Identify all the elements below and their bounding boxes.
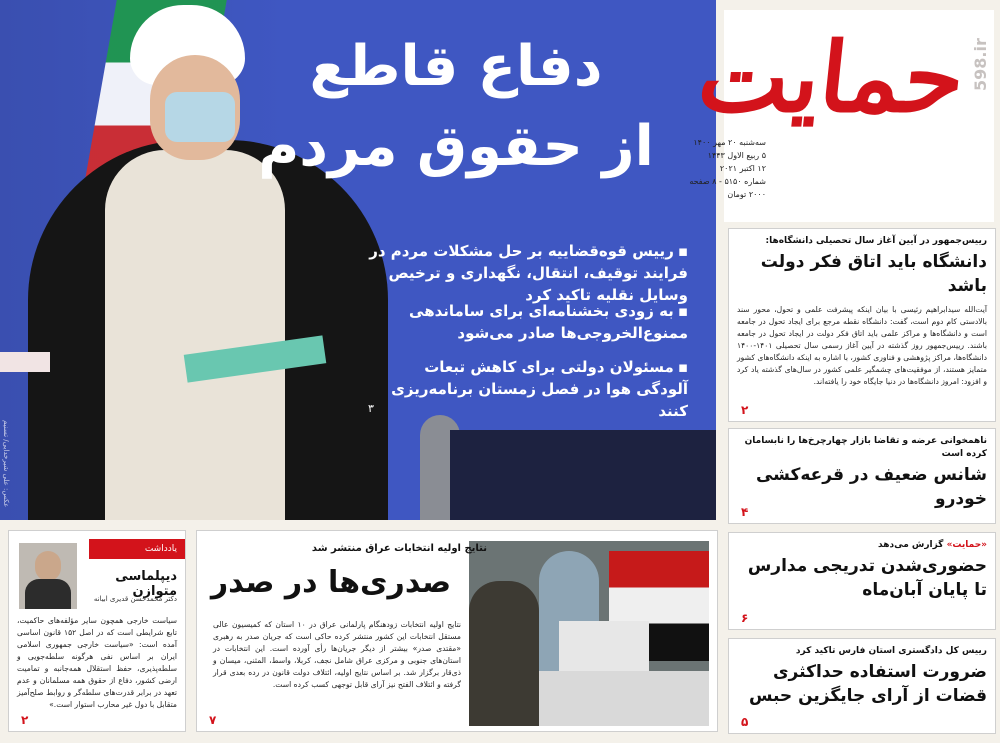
story-page-number: ۲ [741, 403, 749, 417]
side-strip [0, 352, 50, 372]
story-page-number: ۶ [741, 611, 749, 625]
story-title[interactable]: حضوری‌شدن تدریجی مدارس تا پایان آبان‌ماه [747, 556, 987, 600]
iraq-page-number: ۷ [209, 713, 217, 727]
opinion-column[interactable] [8, 530, 186, 732]
hero-page-number: ۳ [368, 402, 374, 415]
column-kicker: یادداشت [89, 539, 185, 559]
column-page-number: ۲ [21, 713, 29, 727]
issue-price: ۲۰۰۰ تومان [727, 190, 766, 199]
iraq-body: نتایج اولیه انتخابات زودهنگام پارلمانی عراق در ۱۰ استان که کمیسیون عالی مستقل انتخابات این کشور منتشر کرده حاکی است که جریان صدر به رهبری «مقتدی صدر» بیشتر از دیگر جریان‌ها رأی آورده است. این انتخابات در استان‌های جنوبی و مرکزی عراق شامل نجف، کربلا، واسط، المثنی، میسان و ذی‌قار برگزار شد. بر اساس نتایج اولیه، ائتلاف دولت قانون در رده بعدی قرار گرفته و ائتلاف الفتح نیز آرای قابل توجهی کسب کرده است. [213, 620, 461, 689]
story-kicker: ناهمخوانی عرضه و تقاضا بازار چهارچرخ‌ها را نابسامان کرده است [744, 436, 987, 459]
issue-number: شماره ۵۱۵۰ - ۸ صفحه [689, 177, 766, 186]
story-box[interactable] [728, 428, 996, 524]
story-box[interactable] [728, 638, 996, 734]
kicker-source: «حمایت» [946, 540, 987, 550]
issue-date: سه‌شنبه ۲۰ مهر ۱۴۰۰ [693, 138, 766, 147]
iraq-story[interactable] [196, 530, 718, 732]
column-body: سیاست خارجی همچون سایر مؤلفه‌های حاکمیت، تابع شرایطی است که در اصل ۱۵۲ قانون اساسی آمده است: «سیاست خارجی جمهوری اسلامی ایران بر اساس نفی هرگونه سلطه‌جویی و سلطه‌پذیری، حفظ استقلال همه‌جانبه و تمامیت ارضی کشور، دفاع از حقوق همه مسلمانان و عدم تعهد در برابر قدرت‌های سلطه‌گر و روابط صلح‌آمیز متقابل با دول غیر محارب استوار است.» [17, 616, 177, 709]
photo-credit: عکس: علی شیرخدایی/ تسنیم [2, 420, 10, 508]
story-box[interactable] [728, 228, 996, 422]
issue-info [616, 136, 766, 201]
newspaper-logo[interactable]: حمایت [693, 21, 970, 134]
issue-hijri-date: ۵ ربیع الاول ۱۴۴۳ [707, 151, 766, 160]
column-author: دکتر محمدحسن قدیری ابیانه [93, 595, 177, 603]
bullet-icon: ▪ [677, 358, 688, 376]
hero-bullet[interactable]: ▪مسئولان دولتی برای کاهش تبعات آلودگی هوا در فصل زمستان برنامه‌ریزی کنند [391, 358, 688, 420]
hero-bullet[interactable]: ▪به زودی بخشنامه‌ای برای ساماندهی ممنوع‌الخروجی‌ها صادر می‌شود [409, 302, 688, 342]
story-kicker: رییس‌جمهور در آیین آغاز سال تحصیلی دانشگاه‌ها: [765, 236, 987, 246]
iraq-kicker: نتایج اولیه انتخابات عراق منتشر شد [311, 543, 487, 554]
website-label: 598.ir [971, 38, 990, 92]
story-kicker: رییس کل دادگستری استان فارس تاکید کرد [795, 646, 987, 656]
story-title[interactable]: شانس ضعیف در قرعه‌کشی خودرو [755, 465, 987, 509]
hero-photo-mask [165, 92, 235, 142]
story-body: آیت‌الله سیدابراهیم رئیسی با بیان اینکه پیشرفت علمی و تحول، محور سند بالادستی کام دوم است، گفت: دانشگاه نقطه مرجع برای ایجاد تحول در جامعه است و دانشگاه‌ها و مراکز علمی باید اتاق فکر دولت در ایجاد تحول در جامعه باشند. رییس‌جمهور روز گذشته در آیین آغاز رسمی سال تحصیلی ۱۴۰۱-۱۴۰۰ دانشگاه‌ها، مراکز پژوهشی و فناوری کشور، با اشاره به اینکه دانشگاه‌های کشور متمایز هستند، از موفقیت‌های چشمگیر علمی کشور در سال‌های گذشته یاد کرد و افزود: امروز دانشگاه‌ها در دنیا جایگاه خود را یافته‌اند. [737, 305, 987, 386]
hero-photo-body [105, 150, 285, 520]
bullet-icon: ▪ [677, 302, 688, 320]
hero-headline-line1[interactable]: دفاع قاطع [309, 34, 603, 99]
story-page-number: ۴ [741, 505, 749, 519]
story-title[interactable]: ضرورت استفاده حداکثری قضات از آرای جایگزین حبس [748, 662, 987, 706]
story-kicker: «حمایت» گزارش می‌دهد [878, 540, 987, 550]
iraq-title[interactable]: صدری‌ها در صدر [210, 565, 452, 600]
hero-bullet[interactable]: ▪رییس قوه‌قضاییه بر حل مشکلات مردم در فرایند توقیف، انتقال، نگهداری و ترخیص وسایل نقلیه تاکید کرد [369, 242, 688, 304]
iraq-election-photo [469, 541, 709, 726]
bullet-icon: ▪ [677, 242, 688, 260]
column-title[interactable]: دیپلماسی متوازن [115, 569, 177, 599]
hero-photo-desk [450, 430, 716, 520]
masthead [689, 10, 994, 222]
hero-headline-line2[interactable]: از حقوق مردم [258, 114, 654, 179]
story-box[interactable] [728, 532, 996, 630]
story-page-number: ۵ [741, 715, 749, 729]
story-title[interactable]: دانشگاه باید اتاق فکر دولت باشد [760, 252, 987, 296]
author-photo [19, 543, 77, 609]
issue-gregorian-date: ۱۲ اکتبر ۲۰۲۱ [719, 164, 766, 173]
